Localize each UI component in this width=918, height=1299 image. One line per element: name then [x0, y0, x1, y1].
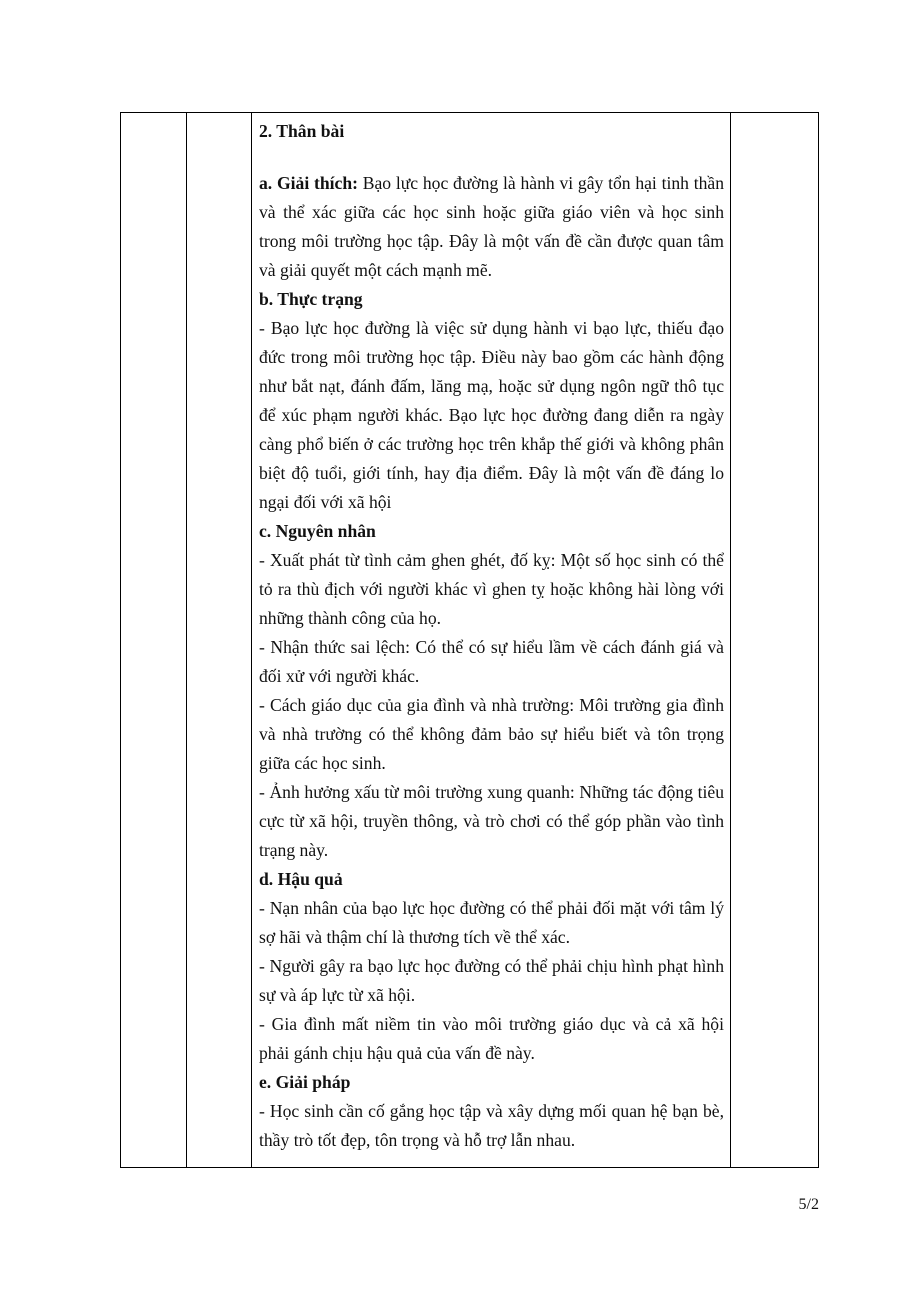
paragraph: - Học sinh cần cố gắng học tập và xây dựng mối quan hệ bạn bè, thầy trò tốt đẹp, tôn trọng và hỗ trợ lẫn nhau.: [259, 1101, 724, 1150]
table-content-cell: [259, 117, 724, 1155]
paragraph: - Xuất phát từ tình cảm ghen ghét, đố kỵ: Một số học sinh có thể tỏ ra thù địch với người khác vì ghen tỵ hoặc không hài lòng với những thành công của họ.: [259, 550, 724, 628]
spacer: [259, 146, 724, 169]
subheading-consequences: d. Hậu quả: [259, 869, 343, 889]
paragraph: - Cách giáo dục của gia đình và nhà trường: Môi trường gia đình và nhà trường có thể không đảm bảo sự hiểu biết và tôn trọng giữa các học sinh.: [259, 695, 724, 773]
paragraph: - Gia đình mất niềm tin vào môi trường giáo dục và cả xã hội phải gánh chịu hậu quả của vấn đề này.: [259, 1014, 724, 1063]
paragraph: - Người gây ra bạo lực học đường có thể phải chịu hình phạt hình sự và áp lực từ xã hội.: [259, 956, 724, 1005]
paragraph-lead: a. Giải thích:: [259, 173, 358, 193]
table-column-divider: [730, 113, 731, 1167]
paragraph: - Nạn nhân của bạo lực học đường có thể phải đối mặt với tâm lý sợ hãi và thậm chí là thương tích về thể xác.: [259, 898, 724, 947]
paragraph-explanation: [259, 169, 724, 285]
paragraph-text: Bạo lực học đường là hành vi gây tổn hại tinh thần và thể xác giữa các học sinh hoặc giữa giáo viên và học sinh trong môi trường học tập. Đây là một vấn đề cần được quan tâm và giải quyết một cách mạnh mẽ.: [259, 173, 724, 280]
document-table: [120, 112, 819, 1168]
subheading-solutions: e. Giải pháp: [259, 1072, 351, 1092]
table-column-divider: [186, 113, 187, 1167]
table-column-divider: [251, 113, 252, 1167]
paragraph: - Nhận thức sai lệch: Có thể có sự hiểu lầm về cách đánh giá và đối xử với người khác.: [259, 637, 724, 686]
paragraph: - Bạo lực học đường là việc sử dụng hành vi bạo lực, thiếu đạo đức trong môi trường học tập. Điều này bao gồm các hành động như bắt nạt, đánh đấm, lăng mạ, hoặc sử dụng ngôn ngữ thô tục để xúc phạm người khác. Bạo lực học đường đang diễn ra ngày càng phổ biến ở các trường học trên khắp thế giới và không phân biệt độ tuổi, giới tính, hay địa điểm. Đây là một vấn đề đáng lo ngại đối với xã hội: [259, 318, 724, 512]
section-title: 2. Thân bài: [259, 121, 345, 141]
paragraph: - Ảnh hưởng xấu từ môi trường xung quanh: Những tác động tiêu cực từ xã hội, truyền thông, và trò chơi có thể góp phần vào tình trạng này.: [259, 782, 724, 860]
subheading-current-situation: b. Thực trạng: [259, 289, 363, 309]
page-number: 5/2: [798, 1196, 819, 1213]
subheading-causes: c. Nguyên nhân: [259, 521, 376, 541]
